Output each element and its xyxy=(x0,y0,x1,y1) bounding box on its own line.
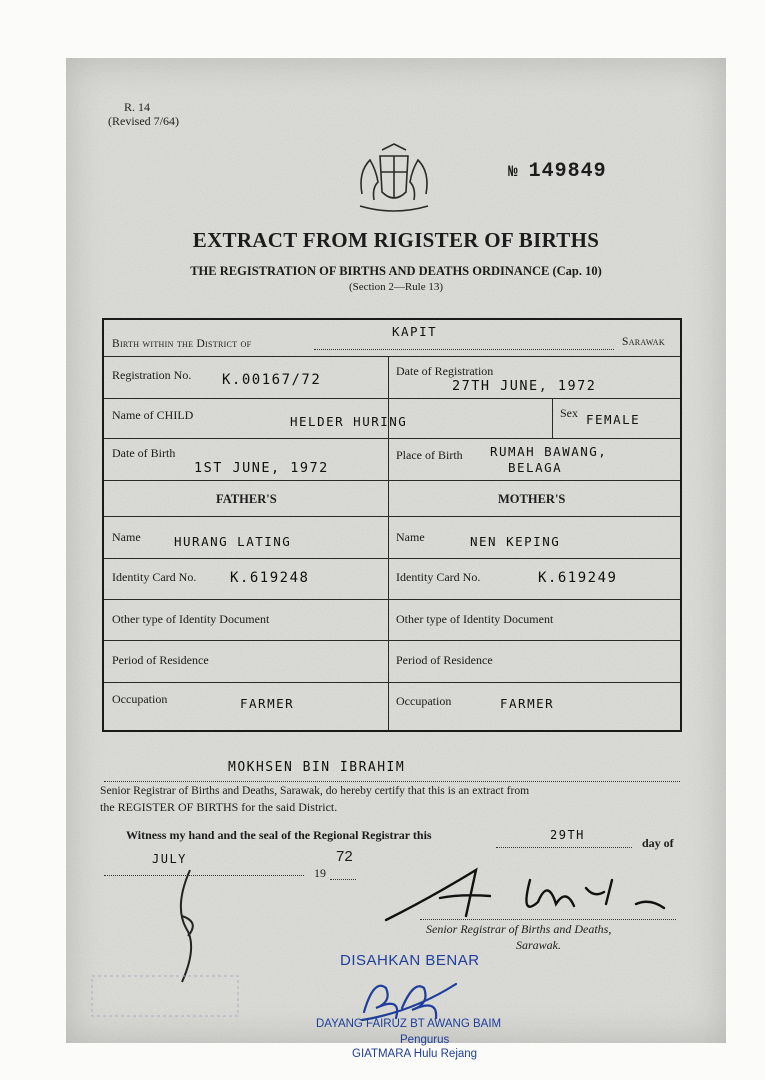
mother-heading: MOTHER'S xyxy=(498,492,566,506)
serial-symbol: № xyxy=(508,163,519,181)
father-ic-label: Identity Card No. xyxy=(112,570,197,584)
certify-line-1: Senior Registrar of Births and Deaths, Sarawak, do hereby certify that this is an extract from xyxy=(100,784,530,797)
year-value: 72 xyxy=(336,848,353,865)
father-occupation-label: Occupation xyxy=(112,692,168,706)
revision-text: (Revised 7/64) xyxy=(108,114,179,128)
attestation-title: Pengurus xyxy=(400,1034,450,1046)
section-reference: (Section 2—Rule 13) xyxy=(348,281,444,293)
document-title: EXTRACT FROM RIGISTER OF BIRTHS xyxy=(192,228,600,252)
sex-value: FEMALE xyxy=(586,412,641,427)
district-suffix: Sarawak xyxy=(622,336,665,348)
signature-caption-1: Senior Registrar of Births and Deaths, xyxy=(426,922,612,936)
registration-no-label: Registration No. xyxy=(112,368,192,382)
registration-no-value: K.00167/72 xyxy=(222,372,322,388)
sex-label: Sex xyxy=(560,406,578,420)
mother-residence-label: Period of Residence xyxy=(396,653,493,667)
child-name-value: HELDER HURING xyxy=(290,414,408,429)
pen-signature-stroke xyxy=(168,866,208,986)
serial-value: 149849 xyxy=(528,160,607,183)
registration-date-label: Date of Registration xyxy=(396,364,494,378)
father-residence-label: Period of Residence xyxy=(112,653,209,667)
father-ic-value: K.619248 xyxy=(230,570,310,586)
mother-name-label: Name xyxy=(396,530,425,544)
form-code-text: R. 14 xyxy=(124,100,151,114)
dob-value: 1ST JUNE, 1972 xyxy=(194,460,329,476)
mother-occupation-value: FARMER xyxy=(500,696,555,711)
father-name-value: HURANG LATING xyxy=(174,534,292,549)
ordinance-subtitle: THE REGISTRATION OF BIRTHS AND DEATHS ORDINANCE (Cap. 10) xyxy=(190,264,602,278)
district-label: Birth within the District of xyxy=(112,338,252,350)
certify-line-2: the REGISTER OF BIRTHS for the said District. xyxy=(100,800,338,814)
registrar-name: MOKHSEN BIN IBRAHIM xyxy=(228,760,406,775)
form-code xyxy=(108,100,179,128)
attestation-stamp: DISAHKAN BENAR xyxy=(340,952,480,969)
pob-label: Place of Birth xyxy=(396,448,463,462)
faded-stamp xyxy=(90,974,240,1018)
mother-occupation-label: Occupation xyxy=(396,694,452,708)
day-suffix: day of xyxy=(642,836,674,850)
attestation-name: DAYANG FAIRUZ BT AWANG BAIM xyxy=(316,1018,502,1030)
attestation-org: GIATMARA Hulu Rejang xyxy=(352,1048,478,1060)
witness-text xyxy=(126,828,432,843)
year-prefix: 19 xyxy=(314,866,326,880)
month-value: JULY xyxy=(152,852,187,866)
day-value: 29TH xyxy=(550,828,585,842)
registration-form xyxy=(102,318,682,732)
mother-ic-value: K.619249 xyxy=(538,570,618,586)
dob-label: Date of Birth xyxy=(112,446,176,460)
pob-value-line2: BELAGA xyxy=(508,460,563,475)
witness-text-value: Witness my hand and the seal of the Regional Registrar this xyxy=(126,828,432,842)
mother-ic-label: Identity Card No. xyxy=(396,570,481,584)
father-other-id-label: Other type of Identity Document xyxy=(112,612,270,626)
mother-other-id-label: Other type of Identity Document xyxy=(396,612,554,626)
pob-value-line1: RUMAH BAWANG, xyxy=(490,444,608,459)
mother-name-value: NEN KEPING xyxy=(470,534,561,549)
father-occupation-value: FARMER xyxy=(240,696,295,711)
father-name-label: Name xyxy=(112,530,141,544)
signature-caption-2: Sarawak. xyxy=(516,938,561,952)
coat-of-arms-icon xyxy=(352,142,436,216)
child-name-label: Name of CHILD xyxy=(112,408,194,422)
district-value: KAPIT xyxy=(392,324,438,339)
serial-number xyxy=(508,160,607,183)
father-heading: FATHER'S xyxy=(216,492,277,506)
registration-date-value: 27TH JUNE, 1972 xyxy=(452,378,597,394)
